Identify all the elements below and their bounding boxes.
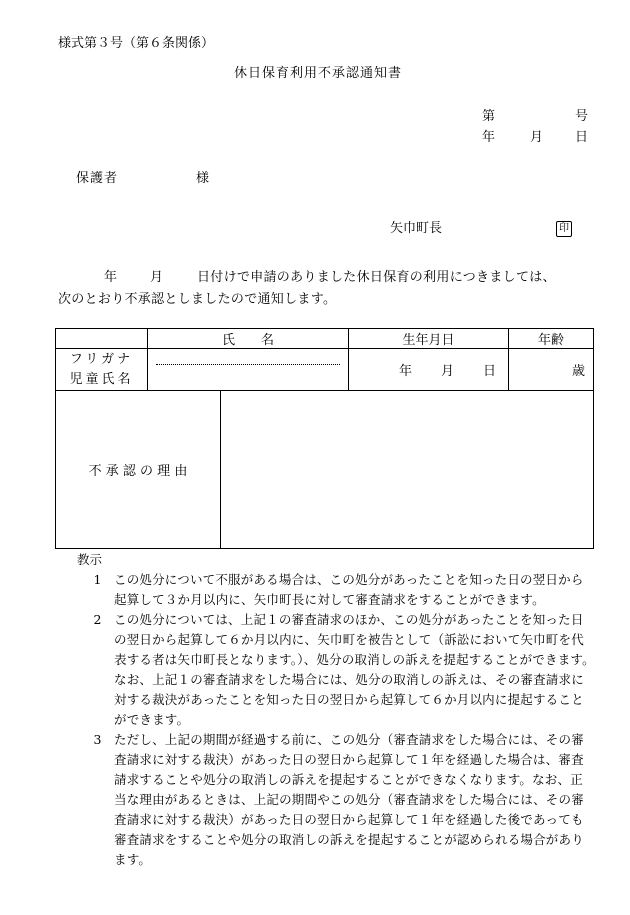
issuer-name: 矢巾町長 <box>390 221 443 236</box>
seal-mark: 印 <box>556 221 572 237</box>
note-number: 2 <box>93 612 102 627</box>
note-item <box>75 610 595 730</box>
furigana-dotted-line <box>156 364 340 365</box>
child-name-input-cell[interactable] <box>148 349 349 391</box>
child-info-table <box>55 328 594 549</box>
note-item <box>75 730 595 870</box>
furigana-label: フリガナ <box>69 351 134 367</box>
ref-dai: 第 <box>482 109 496 124</box>
body-year: 年 <box>104 270 118 285</box>
table-corner-cell <box>56 329 148 349</box>
date-month: 月 <box>530 130 544 145</box>
age-unit: 歳 <box>572 364 586 379</box>
child-name-label-cell <box>56 349 148 391</box>
note-item <box>75 570 595 610</box>
child-name-label: 児童氏名 <box>69 371 134 387</box>
birth-year-unit: 年 <box>399 364 413 379</box>
form-number: 様式第３号（第６条関係） <box>58 36 215 51</box>
body-line1: 日付けで申請のありました休日保育の利用につきましては、 <box>197 270 556 285</box>
reason-label: 不 承 認 の 理 由 <box>56 391 221 549</box>
header-age: 年齢 <box>509 329 594 349</box>
reason-input-cell[interactable] <box>221 391 594 549</box>
header-birth: 生年月日 <box>349 329 509 349</box>
notes-list <box>75 570 595 870</box>
guardian-honorific: 様 <box>196 171 210 186</box>
note-text: ただし、上記の期間が経過する前に、この処分（審査請求をした場合には、その審査請求に対する裁決）があった日の翌日から起算して１年を経過した場合は、審査請求することや処分の取消しの訴えを提起することができなくなります。なお、正当な理由があるときは、上記の期間やこの処分（審査請求をした場合には、その審査請求に対する裁決）があった日の翌日から起算して１年を経過した後であっても審査請求をすることや処分の取消しの訴えを提起することが認められる場合があります。 <box>114 732 584 867</box>
notes-title: 教示 <box>77 552 103 567</box>
body-line2: 次のとおり不承認としましたので通知します。 <box>58 292 337 307</box>
note-text: この処分について不服がある場合は、この処分があったことを知った日の翌日から起算して３か月以内に、矢巾町長に対して審査請求をすることができます。 <box>114 572 584 607</box>
ref-go: 号 <box>575 109 589 124</box>
guardian-label: 保護者 <box>76 171 119 186</box>
date-day: 日 <box>575 130 589 145</box>
page-title: 休日保育利用不承認通知書 <box>234 66 403 81</box>
birth-day-unit: 日 <box>482 364 496 379</box>
date-year: 年 <box>482 130 496 145</box>
body-month: 月 <box>150 270 164 285</box>
note-number: 1 <box>93 572 102 587</box>
note-number: 3 <box>93 732 102 747</box>
header-name: 氏 名 <box>148 329 349 349</box>
birth-month-unit: 月 <box>441 364 455 379</box>
note-text: この処分については、上記１の審査請求のほか、この処分があったことを知った日の翌日から起算して６か月以内に、矢巾町を被告として（訴訟において矢巾町を代表する者は矢巾町長となります。）、処分の取消しの訴えを提起することができます。なお、上記１の審査請求をした場合には、処分の取消しの訴えは、その審査請求に対する裁決があったことを知った日の翌日から起算して６か月以内に提起することができます。 <box>114 612 595 727</box>
birthdate-cell[interactable] <box>349 349 509 391</box>
age-cell[interactable] <box>509 349 594 391</box>
